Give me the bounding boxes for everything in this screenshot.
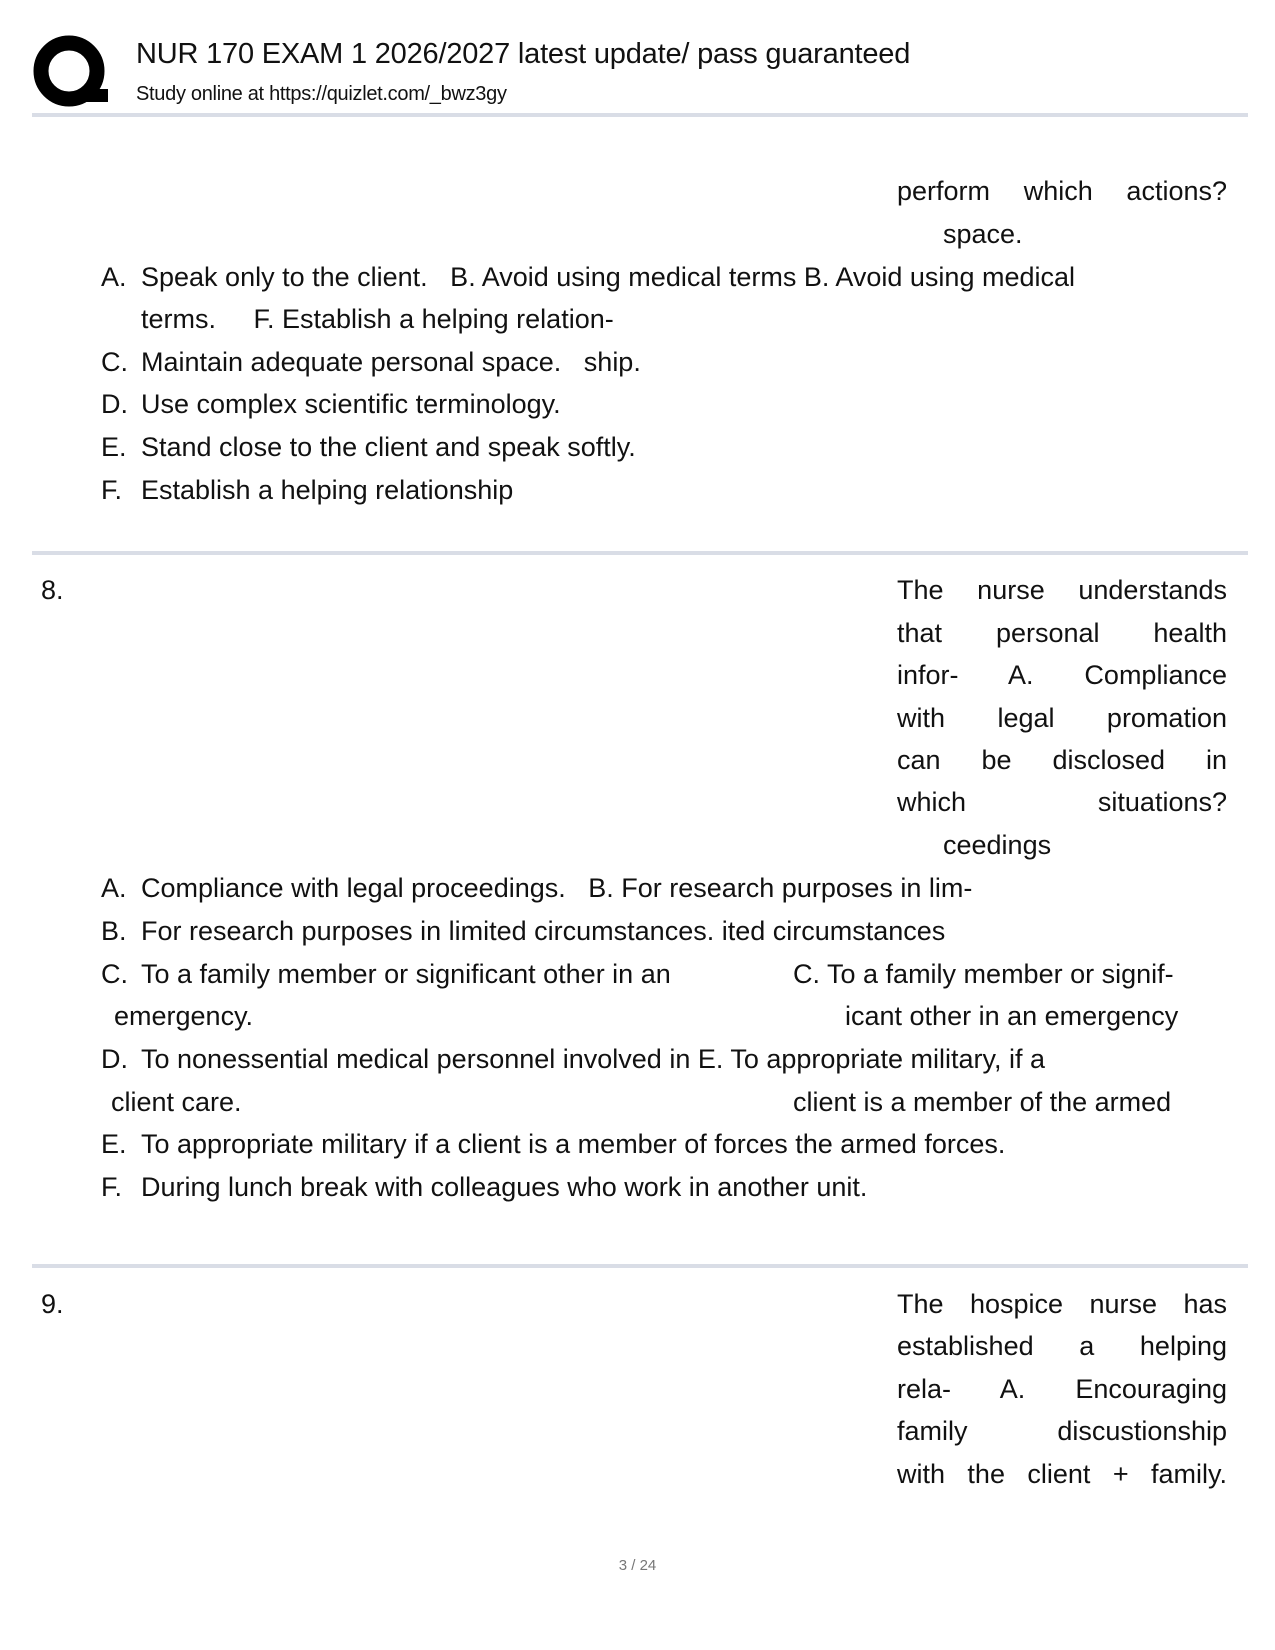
answer-c-continuation: icant other in an emergency xyxy=(845,1001,1179,1031)
question-line: can be disclosed in xyxy=(897,745,1227,775)
question-line: established a helping xyxy=(897,1331,1227,1361)
question-line: The nurse understands xyxy=(897,575,1227,605)
question-line: rela- A. Encouraging xyxy=(897,1374,1227,1404)
document-title: NUR 170 EXAM 1 2026/2027 latest update/ pass guaranteed xyxy=(136,38,911,70)
question-line: perform which actions? xyxy=(897,176,1227,206)
option-e: E. To appropriate military if a client is a member of forces the armed forces. xyxy=(101,1129,1006,1159)
answer-c: C. To a family member or signif- xyxy=(793,959,1174,989)
study-online-link[interactable]: Study online at https://quizlet.com/_bwz3gy xyxy=(136,83,507,105)
option-a: A. Compliance with legal proceedings. B. For research purposes in lim- xyxy=(101,873,973,903)
option-d: D. To nonessential medical personnel involved in E. To appropriate military, if a xyxy=(101,1044,1045,1074)
question-number: 8. xyxy=(41,575,64,605)
card-divider xyxy=(32,1264,1248,1268)
option-c: C. Maintain adequate personal space. ship. xyxy=(101,347,641,377)
question-line: space. xyxy=(943,219,1023,249)
header-divider xyxy=(32,113,1248,117)
quizlet-logo-icon xyxy=(32,34,110,112)
question-line: which situations? xyxy=(897,787,1227,817)
option-f: F. Establish a helping relationship xyxy=(101,475,514,505)
option-e: E. Stand close to the client and speak softly. xyxy=(101,432,636,462)
question-line: The hospice nurse has xyxy=(897,1289,1227,1319)
option-a-continuation: terms. F. Establish a helping relation- xyxy=(141,304,614,334)
question-line: with the client + family. xyxy=(897,1459,1227,1489)
option-c-continuation: emergency. xyxy=(114,1001,254,1031)
option-d-continuation: client care. xyxy=(111,1087,242,1117)
answer-e-continuation: client is a member of the armed xyxy=(793,1087,1172,1117)
question-line: ceedings xyxy=(943,830,1052,860)
card-divider xyxy=(32,551,1248,555)
question-number: 9. xyxy=(41,1289,64,1319)
question-line: family discustionship xyxy=(897,1416,1227,1446)
question-line: with legal promation xyxy=(897,703,1227,733)
question-line: infor- A. Compliance xyxy=(897,660,1227,690)
page-number: 3 / 24 xyxy=(618,1557,657,1574)
option-b: B. For research purposes in limited circumstances. ited circumstances xyxy=(101,916,946,946)
option-c: C. To a family member or significant other in an xyxy=(101,959,671,989)
option-f: F. During lunch break with colleagues who work in another unit. xyxy=(101,1172,868,1202)
option-d: D. Use complex scientific terminology. xyxy=(101,389,561,419)
option-a: A. Speak only to the client. B. Avoid using medical terms B. Avoid using medical xyxy=(101,262,1076,292)
question-line: that personal health xyxy=(897,618,1227,648)
